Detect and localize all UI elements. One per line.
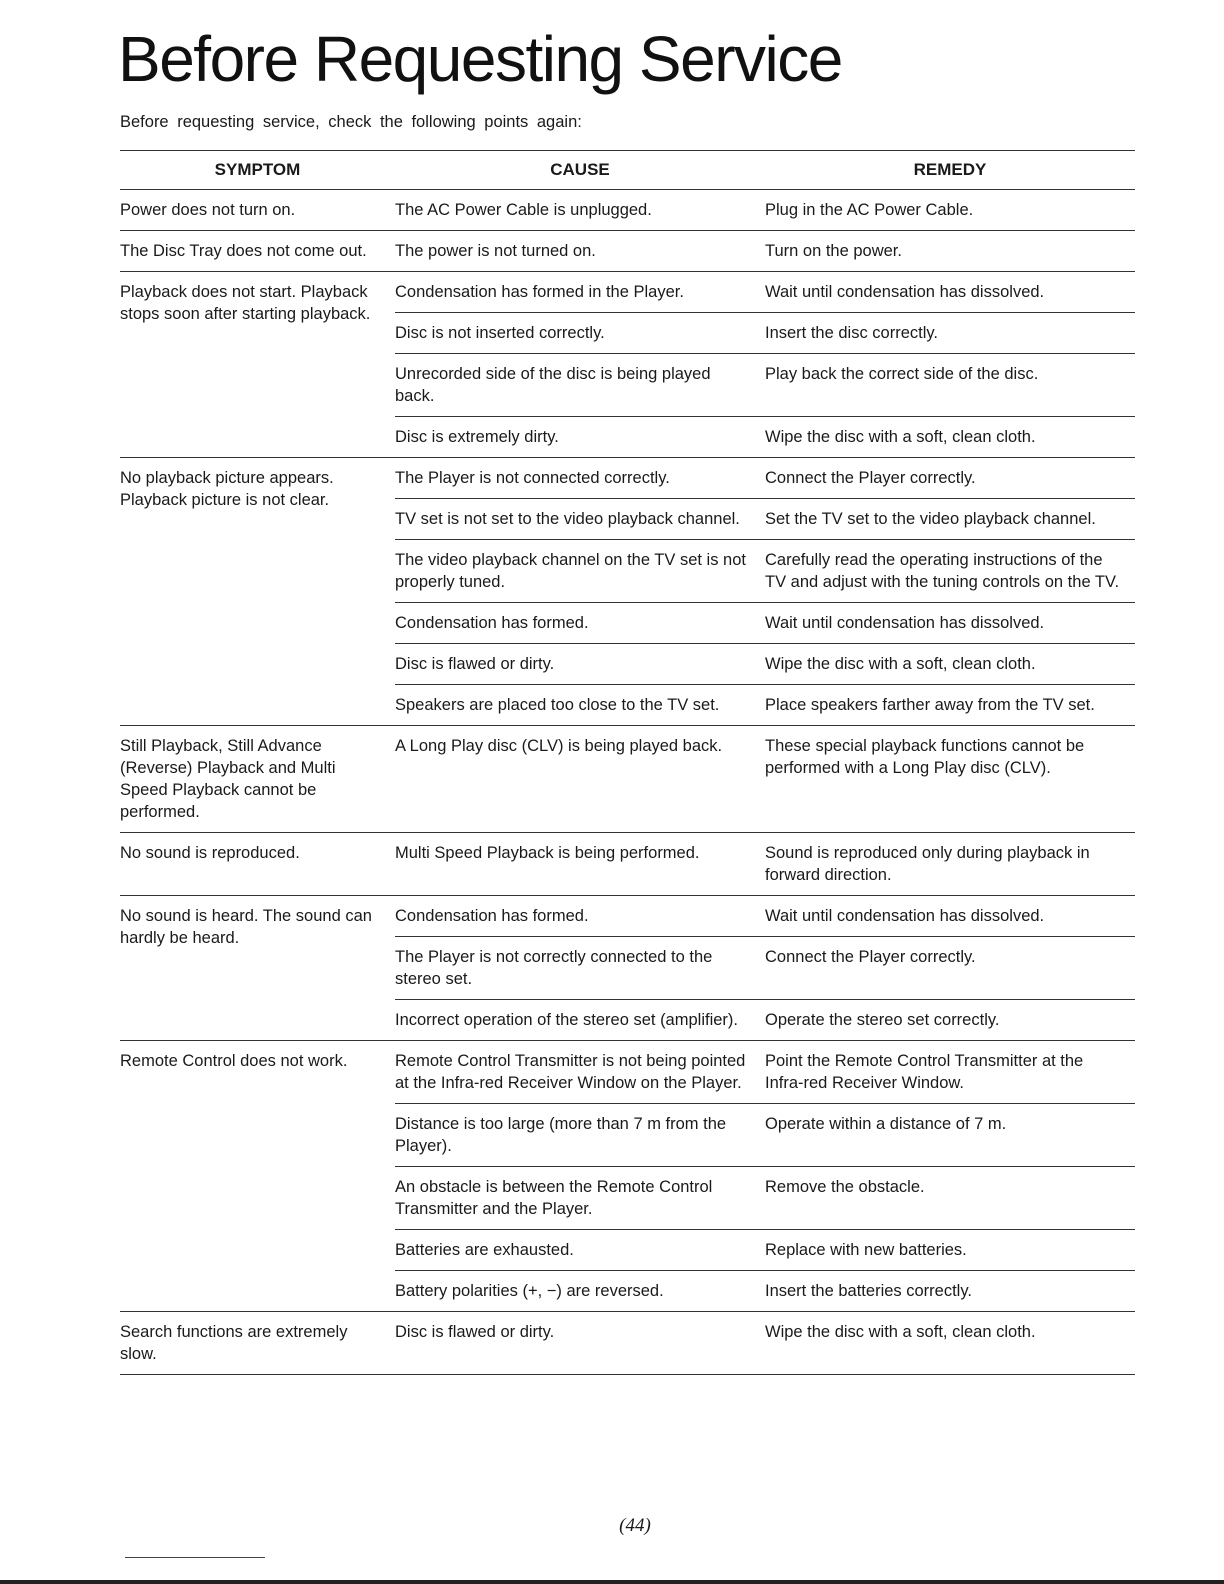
cause-cell: The power is not turned on. [395,242,596,260]
cause-cell: An obstacle is between the Remote Control Transmitter and the Player. [395,1178,713,1218]
cause-cell: Speakers are placed too close to the TV set. [395,696,720,714]
intro-text: Before requesting service, check the following points again: [120,113,582,131]
symptom-group [120,833,1135,896]
remedy-cell: Sound is reproduced only during playback in forward direction. [765,844,1090,884]
remedy-cell: Remove the obstacle. [765,1178,925,1196]
cause-cell: The Player is not correctly connected to the stereo set. [395,948,713,988]
table-row [395,1167,1135,1230]
table-row [395,272,1135,313]
remedy-cell: Point the Remote Control Transmitter at the Infra-red Receiver Window. [765,1052,1084,1092]
table-row [395,1000,1135,1040]
symptom-cell: Remote Control does not work. [120,1052,348,1070]
cause-cell: Condensation has formed. [395,907,589,925]
cause-cell: Disc is not inserted correctly. [395,324,605,342]
symptom-group [120,726,1135,833]
cause-cell: Condensation has formed. [395,614,589,632]
cause-cell: A Long Play disc (CLV) is being played back. [395,737,723,755]
table-row [395,726,1135,788]
cause-remedy-list [395,231,1135,271]
table-row [395,417,1135,457]
table-row [395,1041,1135,1104]
cause-cell: Remote Control Transmitter is not being pointed at the Infra-red Receiver Window on the Player. [395,1052,746,1092]
symptom-group [120,1041,1135,1312]
symptom-cell: Playback does not start. Playback stops soon after starting playback. [120,283,371,323]
symptom-group [120,896,1135,1041]
remedy-cell: Plug in the AC Power Cable. [765,201,974,219]
page-title: Before Requesting Service [118,23,842,95]
header-cause: CAUSE [550,160,610,179]
remedy-cell: Connect the Player correctly. [765,948,976,966]
symptom-group [120,190,1135,231]
cause-remedy-list [395,1312,1135,1374]
remedy-cell: Wait until condensation has dissolved. [765,283,1045,301]
symptom-cell: The Disc Tray does not come out. [120,242,367,260]
cause-cell: Battery polarities (+, −) are reversed. [395,1282,664,1300]
table-row [395,896,1135,937]
table-row [395,458,1135,499]
cause-cell: Condensation has formed in the Player. [395,283,684,301]
symptom-group [120,272,1135,458]
symptom-cell: Search functions are extremely slow. [120,1323,348,1363]
cause-remedy-list [395,726,1135,832]
symptom-cell: Power does not turn on. [120,201,296,219]
cause-cell: Disc is flawed or dirty. [395,655,555,673]
remedy-cell: Operate the stereo set correctly. [765,1011,1000,1029]
symptom-cell: No sound is reproduced. [120,844,300,862]
page-number: (44) [619,1515,651,1536]
cause-cell: The video playback channel on the TV set is not properly tuned. [395,551,746,591]
table-row [395,1312,1135,1352]
table-row [395,937,1135,1000]
symptom-cell: Still Playback, Still Advance (Reverse) Playback and Multi Speed Playback cannot be performed. [120,737,336,821]
troubleshooting-table [120,150,1135,1375]
symptom-group [120,231,1135,272]
cause-cell: TV set is not set to the video playback channel. [395,510,740,528]
table-row [395,190,1135,230]
remedy-cell: Wipe the disc with a soft, clean cloth. [765,655,1036,673]
table-row [395,354,1135,417]
remedy-cell: Insert the disc correctly. [765,324,939,342]
remedy-cell: Wipe the disc with a soft, clean cloth. [765,428,1036,446]
cause-remedy-list [395,1041,1135,1311]
symptom-group [120,1312,1135,1375]
cause-remedy-list [395,190,1135,230]
table-body [120,190,1135,1375]
table-row [395,313,1135,354]
symptom-cell: No playback picture appears. Playback picture is not clear. [120,469,334,509]
cause-cell: Disc is extremely dirty. [395,428,559,446]
remedy-cell: Wipe the disc with a soft, clean cloth. [765,1323,1036,1341]
table-row [395,1271,1135,1311]
header-symptom: SYMPTOM [214,160,301,179]
remedy-cell: Connect the Player correctly. [765,469,976,487]
cause-cell: Multi Speed Playback is being performed. [395,844,700,862]
table-row [395,1230,1135,1271]
table-row [395,603,1135,644]
table-row [395,685,1135,725]
remedy-cell: These special playback functions cannot be performed with a Long Play disc (CLV). [765,737,1085,777]
remedy-cell: Replace with new batteries. [765,1241,967,1259]
table-header [120,151,1135,190]
remedy-cell: Insert the batteries correctly. [765,1282,972,1300]
cause-remedy-list [395,272,1135,457]
header-remedy: REMEDY [913,160,987,179]
cause-remedy-list [395,833,1135,895]
cause-cell: Disc is flawed or dirty. [395,1323,555,1341]
cause-remedy-list [395,458,1135,725]
cause-cell: The Player is not connected correctly. [395,469,670,487]
remedy-cell: Place speakers farther away from the TV set. [765,696,1095,714]
cause-cell: The AC Power Cable is unplugged. [395,201,652,219]
remedy-cell: Turn on the power. [765,242,902,260]
cause-cell: Unrecorded side of the disc is being played back. [395,365,711,405]
remedy-cell: Set the TV set to the video playback channel. [765,510,1096,528]
symptom-cell: No sound is heard. The sound can hardly be heard. [120,907,372,947]
table-row [395,833,1135,895]
remedy-cell: Operate within a distance of 7 m. [765,1115,1007,1133]
table-row [395,644,1135,685]
footer-rule-short [125,1557,265,1558]
table-row [395,1104,1135,1167]
remedy-cell: Wait until condensation has dissolved. [765,614,1045,632]
remedy-cell: Carefully read the operating instructions of the TV and adjust with the tuning controls on the TV. [765,551,1120,591]
remedy-cell: Play back the correct side of the disc. [765,365,1039,383]
cause-remedy-list [395,896,1135,1040]
cause-cell: Distance is too large (more than 7 m from the Player). [395,1115,727,1155]
remedy-cell: Wait until condensation has dissolved. [765,907,1045,925]
table-row [395,231,1135,271]
footer-rule [0,1580,1224,1584]
table-row [395,499,1135,540]
cause-cell: Incorrect operation of the stereo set (amplifier). [395,1011,738,1029]
table-row [395,540,1135,603]
symptom-group [120,458,1135,726]
cause-cell: Batteries are exhausted. [395,1241,574,1259]
